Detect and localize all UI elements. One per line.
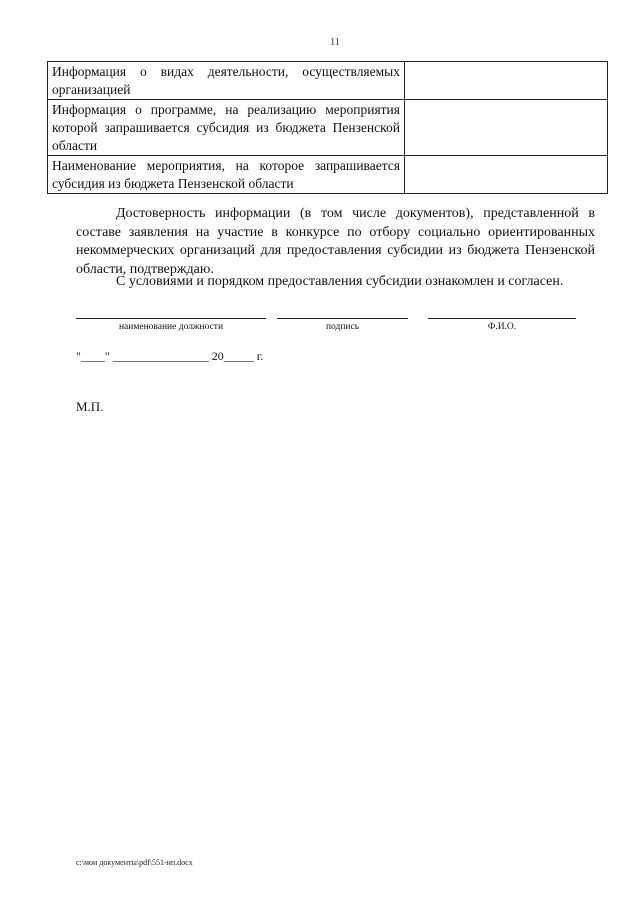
position-caption: наименование должности (118, 322, 224, 332)
table-cell-label: Информация о видах деятельности, осуществляемых организацией (48, 62, 405, 100)
signature-line (277, 318, 408, 319)
table-cell-label: Наименование мероприятия, на которое запрашивается субсидия из бюджета Пензенской области (48, 156, 405, 194)
reliability-text: Достоверность информации (в том числе документов), представленной в составе заявления на участие в конкурсе по отбору социально ориентированных некоммерческих организаций для предоставления субсидии из бюджета Пензенской области, подтверждаю. (76, 206, 595, 277)
reliability-paragraph (76, 205, 595, 279)
table-cell-value (405, 156, 608, 194)
conditions-paragraph (76, 273, 595, 292)
table-cell-label: Информация о программе, на реализацию мероприятия которой запрашивается субсидия из бюджета Пензенской области (48, 100, 405, 156)
signature-caption: подпись (325, 322, 360, 332)
signature-block (76, 308, 596, 338)
stamp-label: М.П. (76, 399, 104, 414)
conditions-text: С условиями и порядком предоставления субсидии ознакомлен и согласен. (116, 274, 564, 289)
table-cell-value (405, 62, 608, 100)
table-cell-value (405, 100, 608, 156)
position-line (76, 318, 266, 319)
footer-file-path: c:\мои документы\pdf\551-ип.docx (76, 858, 193, 867)
page-number: 11 (330, 37, 340, 48)
name-caption: Ф.И.О. (487, 322, 517, 332)
date-line: "____" ________________ 20_____ г. (76, 349, 264, 363)
table-row (48, 156, 608, 194)
info-table (47, 61, 608, 194)
table-row (48, 100, 608, 156)
name-line (428, 318, 576, 319)
table-row (48, 62, 608, 100)
